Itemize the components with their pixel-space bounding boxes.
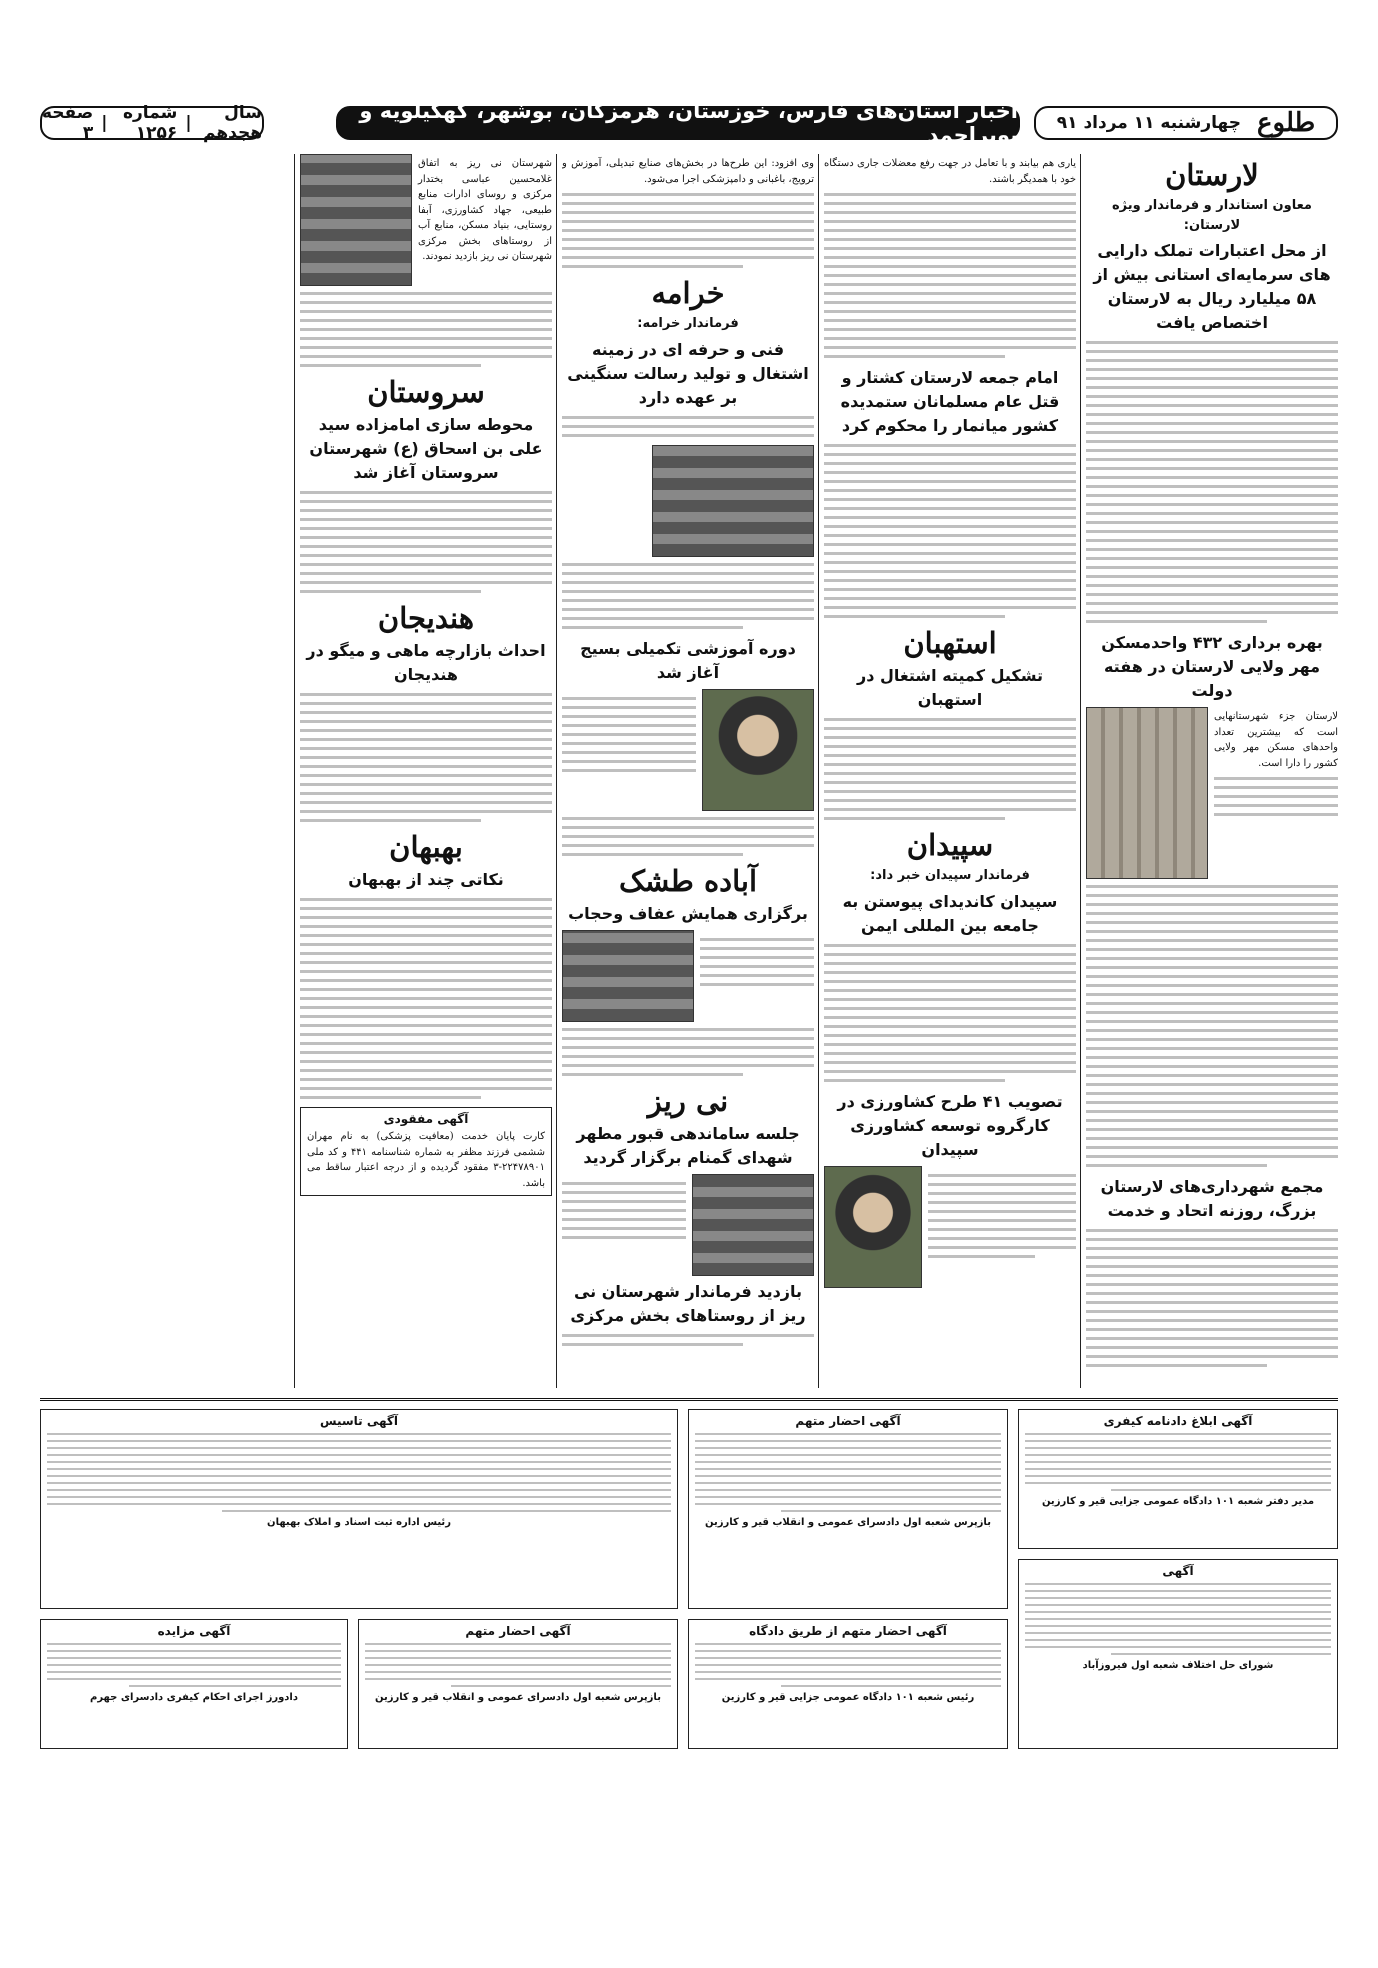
article-body — [300, 693, 552, 822]
article-headline: احداث بازارچه ماهی و میگو در هندیجان — [306, 641, 546, 684]
notice-title: آگهی مزایده — [157, 1624, 231, 1638]
column-larestan — [1086, 154, 1338, 1388]
workshop-photo — [652, 445, 814, 557]
article-lead: لارستان جزء شهرستانهایی است که بیشترین تعداد واحدهای مسکن مهر ولایی کشور را دارا است. — [1214, 711, 1338, 769]
newspaper-page — [40, 100, 1338, 1940]
official-portrait-photo — [824, 1166, 922, 1288]
article-headline: سپیدان کاندیدای پیوستن به جامعه بین المللی ایمن — [842, 891, 1058, 935]
city-heading: نی ریز — [647, 1083, 729, 1118]
article-headline: امام جمعه لارستان کشتار و قتل عام مسلمانان ستمدیده کشور میانمار را محکوم کرد — [840, 368, 1060, 435]
issue-number: شماره ۱۲۵۶ — [122, 103, 178, 143]
city-heading: هندیجان — [377, 601, 475, 635]
column-divider — [294, 154, 295, 1388]
legal-notice — [1018, 1409, 1338, 1549]
legal-notice — [688, 1409, 1008, 1609]
city-heading: لارستان — [1165, 158, 1259, 192]
article-headline: فنی و حرفه ای در زمینه اشتغال و تولید رسالت سنگینی بر عهده دارد — [567, 339, 809, 407]
city-heading: خرامه — [651, 276, 725, 310]
article-headline: دوره آموزشی تکمیلی بسیج آغاز شد — [580, 638, 796, 682]
article-headline: نکاتی چند از بهبهان — [348, 870, 504, 889]
article-headline: تصویب ۴۱ طرح کشاورزی در کارگروه توسعه کشاورزی سپیدان — [837, 1091, 1063, 1159]
notice-issuer: مدیر دفتر شعبه ۱۰۱ دادگاه عمومی جزایی قیر و کارزین — [1041, 1496, 1315, 1507]
issue-date: چهارشنبه ۱۱ مرداد ۹۱ — [1056, 113, 1241, 133]
article-body — [824, 944, 1076, 1082]
article-kicker: فرماندار خرامه: — [637, 316, 739, 331]
legal-notice — [688, 1619, 1008, 1749]
notice-title: آگهی احضار متهم — [795, 1414, 901, 1428]
article-headline: تشکیل کمیته اشتغال در استهبان — [856, 666, 1043, 709]
issue-info-box: سال هجدهم | شماره ۱۲۵۶ | صفحه ۳ — [42, 103, 262, 143]
page-header — [40, 99, 1338, 147]
lost-document-notice — [300, 1107, 552, 1196]
city-heading: بهبهان — [389, 830, 463, 864]
article-lead: یاری هم بیابند و با تعامل در جهت رفع معضلات جاری دستگاه خود با همدیگر باشند. — [824, 158, 1076, 185]
article-body — [562, 193, 814, 268]
meeting-photo — [692, 1174, 814, 1276]
article-body — [562, 563, 814, 629]
article-headline: بازدید فرماندار شهرستان نی ریز از روستاهای بخش مرکزی — [570, 1281, 806, 1325]
legal-notice — [40, 1619, 348, 1749]
legal-notice — [40, 1409, 678, 1609]
article-body — [824, 718, 1076, 820]
notice-issuer: شورای حل اختلاف شعبه اول فیروزآباد — [1082, 1660, 1274, 1671]
masthead-date-box — [1034, 106, 1338, 140]
column-divider — [556, 154, 557, 1388]
article-body — [300, 491, 552, 593]
legal-notices-section — [40, 1398, 1338, 1921]
article-kicker: فرماندار سپیدان خبر داد: — [870, 868, 1030, 883]
article-lead: شهرستان نی ریز به اتفاق غلامحسین عباسی بختدار مرکزی و روسای ادارات منابع طبیعی، جهاد کشاورزی، آبفا روستایی، بنیاد مسکن، منابع آب از روستاهای بخش مرکزی شهرستان نی ریز بازدید نمودند. — [418, 158, 552, 262]
housing-photo — [1086, 707, 1208, 879]
year-label: سال هجدهم — [203, 103, 262, 143]
notice-issuer: رئیس اداره ثبت اسناد و املاک بهبهان — [267, 1517, 451, 1528]
notice-text: کارت پایان خدمت (معافیت پزشکی) به نام مهران ششمی فرزند مظفر به شماره شناسنامه ۴۴۱ و کد ملی ۲۲۴۷۸۹۰۱-۳ مفقود گردیده و از درجه اعتبار ساقط می باشد. — [307, 1131, 545, 1189]
notice-title: آگهی احضار متهم — [465, 1624, 571, 1638]
legal-notice — [1018, 1559, 1338, 1749]
article-headline: مجمع شهرداری‌های لارستان بزرگ، روزنه اتحاد و خدمت — [1100, 1177, 1324, 1220]
column-kharameh-neyriz — [562, 154, 814, 1388]
column-sarvestan-hendijan — [300, 154, 552, 1388]
notice-title: آگهی ابلاغ دادنامه کیفری — [1103, 1414, 1253, 1428]
article-body — [300, 898, 552, 1099]
city-heading: سپیدان — [906, 828, 994, 862]
article-headline: از محل اعتبارات تملک دارایی های سرمایه‌ای استانی بیش از ۵۸ میلیارد ریال به لارستان اختصاص یافت — [1093, 241, 1331, 332]
article-body — [824, 444, 1076, 618]
article-headline: جلسه ساماندهی قبور مطهر شهدای گمنام برگزار گردید — [576, 1123, 800, 1167]
legal-notice — [358, 1619, 678, 1749]
column-divider — [818, 154, 819, 1388]
notice-issuer: بازپرس شعبه اول دادسرای عمومی و انقلاب قیر و کارزین — [375, 1692, 661, 1703]
notice-title: آگهی — [1162, 1564, 1194, 1578]
page-number: صفحه ۳ — [42, 103, 94, 143]
article-headline: بهره برداری ۴۳۲ واحدمسکن مهر ولایی لارستان در هفته دولت — [1101, 633, 1323, 700]
column-estahban-sepidan — [824, 154, 1076, 1388]
section-title: اخبار استان‌های فارس، خوزستان، هرمزگان، بوشهر، کهگیلویه و بویراحمد — [336, 106, 1020, 140]
article-body — [928, 1168, 1076, 1280]
article-headline: برگزاری همایش عفاف وحجاب — [568, 903, 808, 923]
notice-title: آگهی احضار متهم از طریق دادگاه — [749, 1624, 947, 1638]
article-body — [1086, 341, 1338, 623]
article-body — [1086, 885, 1338, 1167]
article-body — [1086, 1229, 1338, 1367]
notice-issuer: بازپرس شعبه اول دادسرای عمومی و انقلاب قیر و کارزین — [705, 1517, 991, 1528]
city-heading: استهبان — [903, 626, 997, 660]
notice-issuer: دادورز اجرای احکام کیفری دادسرای جهرم — [90, 1692, 298, 1703]
city-heading: سروستان — [367, 375, 485, 409]
article-body — [300, 292, 552, 367]
notice-issuer: رئیس شعبه ۱۰۱ دادگاه عمومی جزایی قیر و کارزین — [721, 1692, 975, 1703]
conference-photo — [562, 930, 694, 1022]
article-body — [824, 193, 1076, 358]
article-kicker: معاون استاندار و فرماندار ویژه لارستان: — [1112, 198, 1312, 233]
article-headline: محوطه سازی امامزاده سید علی بن اسحاق (ع) شهرستان سروستان آغاز شد — [309, 415, 543, 482]
newspaper-logo: طلوع — [1257, 108, 1316, 138]
column-divider — [1080, 154, 1081, 1388]
notice-title: آگهی مفقودی — [383, 1112, 469, 1126]
article-lead: وی افزود: این طرح‌ها در بخش‌های صنایع تبدیلی، آموزش و ترویج، باغبانی و دامپزشکی اجرا می‌شود. — [562, 158, 814, 185]
notice-title: آگهی تاسیس — [319, 1414, 398, 1428]
city-heading: آباده طشک — [618, 863, 758, 898]
soldier-portrait-photo — [702, 689, 814, 811]
visit-photo — [300, 154, 412, 286]
